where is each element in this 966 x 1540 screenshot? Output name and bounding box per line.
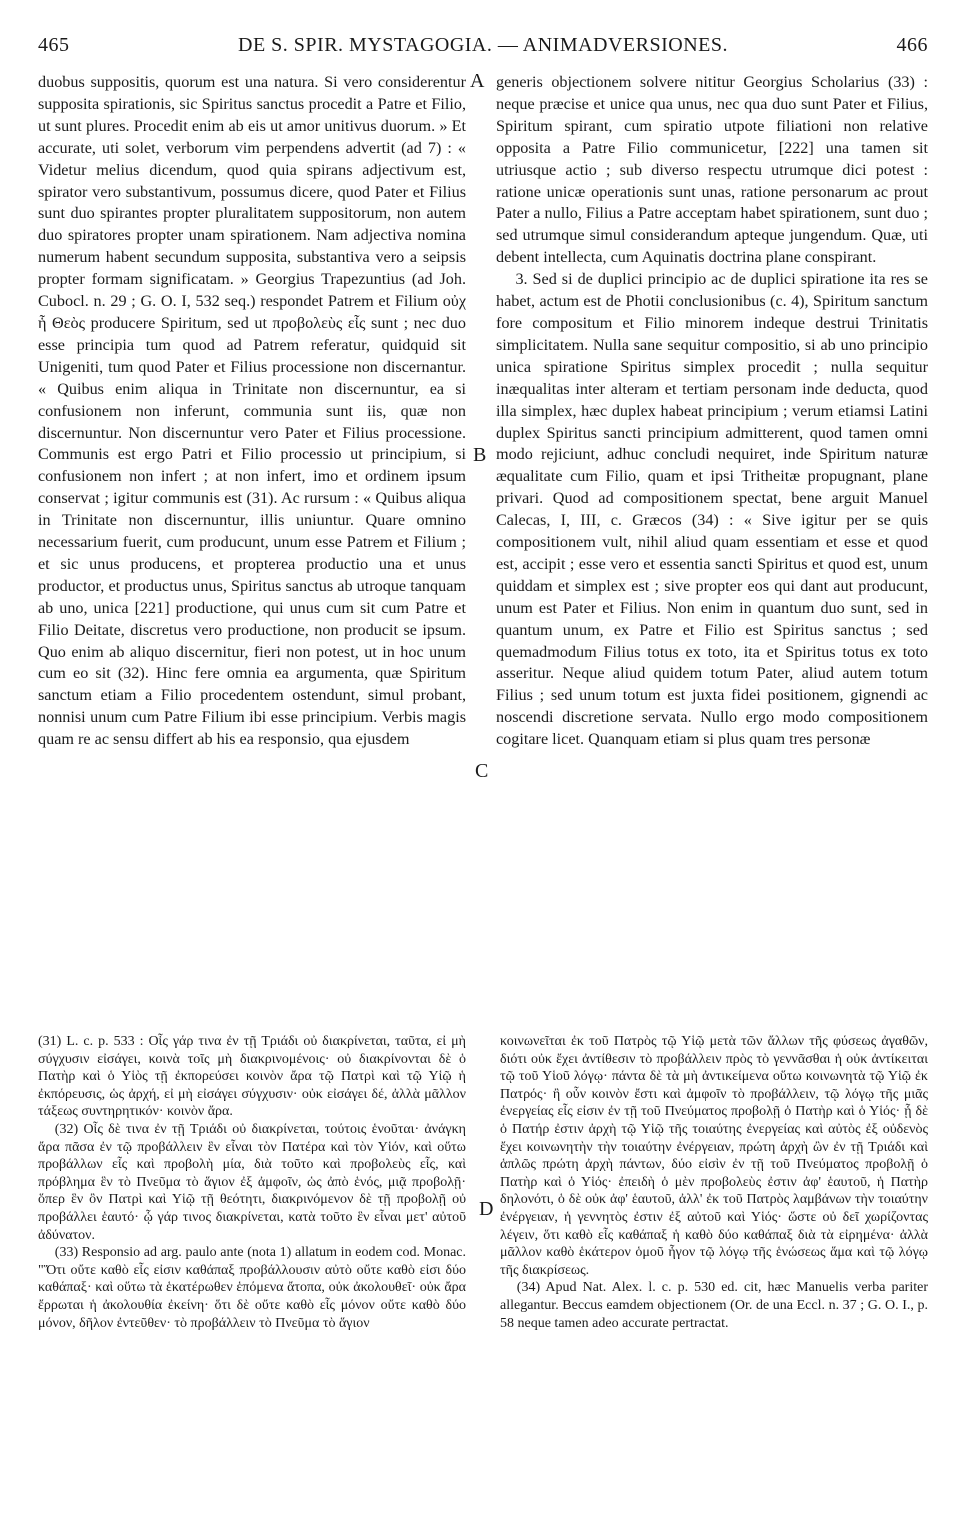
footnote-33-continued: κοινωνεῖται ἐκ τοῦ Πατρὸς τῷ Υἱῷ μετὰ τῶν ἄλλων τῆς φύσεως ἀγαθῶν, διότι οὐκ ἔχει ἀντίθεσιν τὸ προβάλλειν πρὸς τὸ γεννᾶσθαι ἡ οὐκ ἀντίκειται τῷ τοῦ Υἱοῦ λόγῳ· πάντα δὲ τὰ μὴ ἀντικείμενα οὕτω κοινωνητὰ τῷ Υἱῷ ἐκ Πατρός· ἢ οὖν κοινὸν ἔστι καὶ ἀμφοῖν τὸ προβάλλειν, τῷ λόγῳ τῆς μιᾶς ἐνεργείας εἷς εἰσιν ἐν τῇ τοῦ Πνεύματος προβολῇ ὁ Πατὴρ καὶ ὁ Υἱός· ᾗ δὲ ὁ Πατήρ ἐστιν ἀρχὴ τῷ Υἱῷ τῆς τοιαύτης ἐνεργείας καὶ αὐτὸς ἐξ οὐδενὸς ἔχει κοινωνητὴν τὴν τοιαύτην ἐνέργειαν, πρώτη ἀρχὴ ὢν ἐν τῇ Τριάδι καὶ ἁπλῶς πρώτη ἀρχὴ πάντων, δύο εἰσὶν ἐν τῇ τοῦ Πνεύματος προβολῇ ὁ Πατὴρ καὶ ὁ Υἱός· ἐπειδὴ ὁ μὲν προβολεὺς ἐστιν ἀφ' ἑαυτοῦ, ἡ Πατὴρ δηλονότι, ὁ δὲ οὐκ ἀφ' ἑαυτοῦ, ἀλλ' ἐκ τοῦ Πατρὸς λαμβάνων τὴν τοιαύτην ἐνέργειαν, ἡ γεννητὸς ἐστιν ἐξ αὐτοῦ καὶ Υἱός· ὥστε οὐ δεῖ χωρίζοντας λέγειν, ὅτι καθὸ εἷς καθάπαξ ἡ καθὸ δύο καθάπαξ διὰ τὰ εἰρημένα· ἀλλὰ μᾶλλον καθὸ ἑκάτερον ὁμοῦ ἦγον τῷ λόγῳ τῆς ἑνώσεως ἅμα καὶ τῷ λόγῳ τῆς διακρίσεως. [500,1034,928,1278]
running-title: DE S. SPIR. MYSTAGOGIA. — ANIMADVERSIONES. [238,34,728,56]
margin-letter-d: D [479,1198,494,1220]
footnote-34: (34) Apud Nat. Alex. l. c. p. 530 ed. cit, hæc Manuelis verba pariter allegantur. Beccus eamdem objectionem (Or. de una Eccl. n. 37 ; G. O. I., p. 58 neque tamen adeo accurate pertractat. [500,1280,928,1331]
footnote-31: (31) L. c. p. 533 : Οἷς γάρ τινα ἐν τῇ Τριάδι οὐ διακρίνεται, ταῦτα, εἰ μὴ σύγχυσιν εἰσάγει, κοινὰ τοῖς μὴ διακρινομένοις· οὐ διακρίνονται δὲ ὁ Πατὴρ καὶ ὁ Υἱὸς τῇ ἐκπορεύσει κοινὸν ἄρα τῷ Πατρὶ καὶ τῷ Υἱῷ ἡ ἐκπόρευσις, ὡς ἀρχή, εἰ μὴ εἰσάγει σύγχυσιν· οὐκ εἰσάγει δέ, ἀλλὰ μᾶλλον τάξεως συντηρητικόν· κοινὸν ἄρα. [38,1034,466,1120]
footnote-32: (32) Οἷς δὲ τινα ἐν τῇ Τριάδι οὐ διακρίνεται, τούτοις ἑνοῦται· ἀνάγκη ἄρα πᾶσα ἐν τῷ προβάλλειν ἓν εἶναι τὸν Πατέρα καὶ τὸν Υἱόν, καὶ οὕτω προβάλλων εἷς καὶ προβολὴ μία, διὰ τοῦτο καὶ προβολεὺς εἷς, καὶ πρόβλημα ἓν τὸ Πνεῦμα τὸ ἅγιον ἐξ ἀμφοῖν, ὡς ἀπὸ ἑνός, μιᾷ προβολῇ· ὅπερ ἓν ὂν Πατρὶ καὶ Υἱῷ τῇ θεότητι, διακρινόμενον δὲ τῇ προβολῇ οὐ προβάλλει ἑαυτό· ᾧ γάρ τινος διακρίνεται, κατὰ τοῦτο ἓν εἶναι μετ' αὐτοῦ ἀδύνατον. [38,1121,466,1243]
left-text-column [38,72,466,751]
left-footnotes [38,1033,466,1332]
right-text-column [496,72,928,751]
margin-letter-a: A [470,70,485,92]
right-footnotes [500,1033,928,1332]
margin-letter-b: B [473,444,487,466]
paragraph: generis objectionem solvere nititur Georgius Scholarius (33) : neque præcise et unice qua unus, nec qua duo sunt Pater et Filius, Spiritum spirant, cum spiratio utpote filiationi non relative opposita a Patre Filio communicetur, [222] una tamen sit utriusque actio ; sub diverso respectu utrumque dici potest : ratione unicæ operationis sunt unas, ratione personarum ac prout Pater a nullo, Filius a Patre acceptam habet spirationem, sunt duo ; sed utrumque simul considerandum apteque jungendum. Quæ, uti debent intellecta, cum Aquinatis doctrina plane conspirant. [496,73,929,267]
margin-letter-c: C [475,760,489,782]
page-header [38,34,928,62]
footnote-33: (33) Responsio ad arg. paulo ante (nota 1) allatum in eodem cod. Monac. "Ὅτι οὔτε καθὸ εἷς εἰσιν καθάπαξ προβάλλουσιν αὐτὸ οὔτε καθὸ εἰσι δύο καθάπαξ· καὶ οὕτω τὰ ἑκατέρωθεν ἑπόμενα ἄτοπα, οὐκ ἀκολουθεῖ· οὐκ ἄρα ἔρρωται ἡ ἀκολουθία ἐκείνη· ὅτι δὲ οὔτε καθὸ εἷς μόνον οὔτε καθὸ δύο μόνον, δῆλον ἐντεῦθεν· τὸ προβάλλειν τὸ Πνεῦμα τὸ ἅγιον [38,1245,466,1331]
right-page-number: 466 [896,34,928,56]
paragraph: duobus suppositis, quorum est una natura. Si vero considerentur supposita spirationis, sic Spiritus sanctus procedit a Patre et Filio, ut sunt plures. Procedit enim ab eis ut amor unitivus duorum. » Et accurate, uti solet, verborum vim perpendens advertit (ad 7) : « Videtur melius dicendum, quod quia spirans adjectivum est, spirator vero substantivum, possumus dicere, quod Pater et Filius sunt duo spirantes propter pluralitatem suppositorum, non autem duo spiratores propter unam spirationem. Nam adjectiva nomina numerum habent secundum supposita, substantiva vero a seipsis propter formam significatam. » Georgius Trapezuntius (ad Joh. Cubocl. n. 29 ; G. O. I, 532 seq.) respondet Patrem et Filium οὐχ ἧ Θεὸς producere Spiritum, sed ut προβολεὺς εἷς sunt ; nec duo esse principia tum quod ad Patrem referatur, quidquid sit Unigeniti, tum quod Pater et Filius processione non discernantur. « Quibus enim aliqua in Trinitate non discernuntur, ea si confusionem non inferunt, communia sunt iis, quæ non discernuntur. Non discernuntur vero Pater et Filius processione. Communis est ergo Patri et Filio processio ut principium, si confusionem non infert ; at non infert, imo et ordinem ipsum conservat ; igitur communis est (31). Ac rursum : « Quibus aliqua in Trinitate non discernuntur, illis uniuntur. Quare omnino necessarium fuerit, cum producunt, unum esse Patrem et Filium ; et sic unus producens, et propterea productio una et unus productor, et productus unus, Spiritus sanctus ab utroque tanquam ab uno, unica [221] productione, qui unus cum sit cum Patre et Filio Deitate, discretus vero productione, non producit se ipsum. Quo enim ab aliquo discernitur, fieri non potest, ut in hoc unum cum eo sit (32). Hinc fere omnia ea argumenta, quæ Spiritum sanctum etiam a Filio procedentem ostendunt, simul probant, nonnisi unum cum Patre Filium ibi esse principium. Verbis magis quam re ac sensu differt ab his ea responsio, qua ejusdem [38,73,466,749]
paragraph: 3. Sed si de duplici principio ac de duplici spiratione ita res se habet, actum est de Photii conclusionibus (c. 4), Spiritum sanctum fore compositum et Filio minorem indeque destrui Trinitatis simplicitatem. Nulla sane sequitur compositio, si ab uno principio unica spiratione Spiritus simplex procedit ; nulla sequitur inæqualitas inter alteram et tertiam personam inde deducta, quod illa simplex, hæc duplex habeat principium ; verum etiamsi Latini duplex Spiritus sancti principium admitterent, quod tamen omni modo rejiciunt, adhuc concludi nequiret, inde Spiritum naturæ æqualitate cum Filio, quam et ipsi Tritheitæ propugnant, plane privari. Quod ad compositionem spectat, bene arguit Manuel Calecas, I, III, c. Græcos (34) : « Sive igitur per se quis compositionem vult, nihil aliud quam essentiam et esse et quod est, accipit ; esse vero et essentia sancti Spiritus et quod est, unum quiddam et simplex est ; sive propter eos qui dant aut producunt, unum est Pater et Filius. Non enim in quantum duo sunt, sed in quantum unum, ex Patre et Filio est Spiritus sanctus ; sed quemadmodum Filius totus ex toto, ita et Spiritus totus ex toto asseritur. Neque aliud quidem totum Pater, aliud autem totum Filius ; sed unum totum est juxta fidei positionem, gignendi ac noscendi discretione servata. Nullo ergo modo compositionem cogitare licet. Quanquam etiam si plus quam tres personæ [496,270,928,749]
left-page-number: 465 [38,34,70,56]
